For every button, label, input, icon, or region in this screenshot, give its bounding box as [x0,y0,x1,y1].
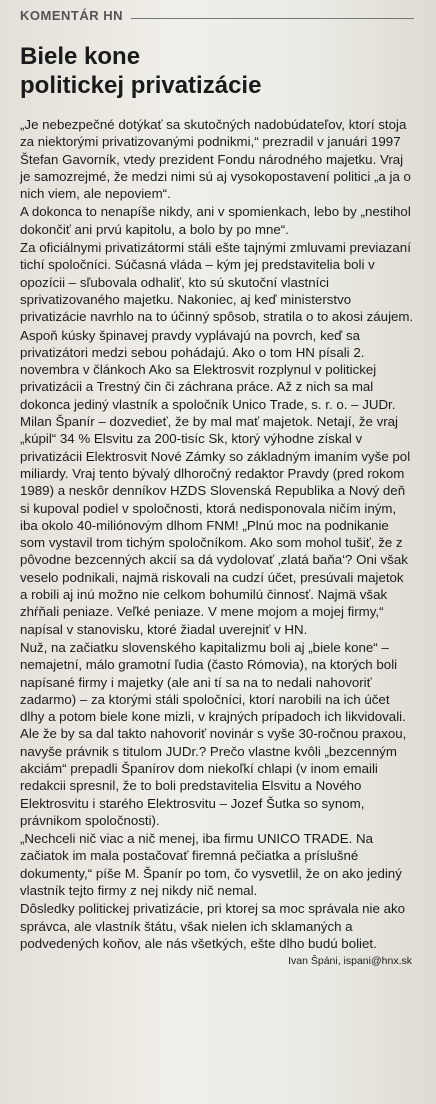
author-signature: Ivan Špáni, ispani@hnx.sk [288,955,412,968]
rubric-rule [131,18,414,19]
paragraph-1: „Je nebezpečné dotýkať sa skutočných nadobúdateľov, ktorí stoja za niektorými privatizovanými podnikmi,“ prezradil v januári 1997 Štefan Gavorník, vtedy prezident Fondu národného majetku. Vraj je samozrejmé, že medzi nimi sú aj vysokopostavení politici „a ja o nich viem, ale nepoviem“. [20,117,411,202]
headline-line-2: politickej privatizácie [20,72,262,99]
rubric-label: KOMENTÁR HN [20,7,123,23]
rubric-header [20,4,414,26]
article-body [20,116,414,952]
paragraph-5: Nuž, na začiatku slovenského kapitalizmu boli aj „biele kone“ – nemajetní, málo gramotní ľudia (často Rómovia), na ktorých boli napísané firmy i majetky (ale ani tí sa na to nedali nahovoriť zadarmo) – za ktorými stáli spoločníci, ktorí narobili na ich účet dlhy a potom biele kone mizli, v krajných prípadoch ich likvidovali. Ale že by sa dal takto nahovoriť novinár s vyše 30-ročnou praxou, navyše právnik s titulom JUDr.? Prečo vlastne kvôli „bezcenným akciám“ prepadli Španírov dom niekoľkí chlapi (v inom emaili redakcii spresnil, že to boli predstavitelia Elsvitu a Nového Elektrosvitu i starého Elektrosvitu – Jozef Šutka so synom, právnikom spoločnosti). [20,639,407,828]
paragraph-6: „Nechceli nič viac a nič menej, iba firmu UNICO TRADE. Na začiatok im mala postačovať firemná pečiatka a príslušné dokumenty,“ píše M. Španír po tom, čo vysvetlil, že on ako jediný vlastník tejto firmy z nej nikdy nič nemal. [20,831,402,899]
article-headline [20,42,414,100]
paragraph-4: Aspoň kúsky špinavej pravdy vyplávajú na povrch, keď sa privatizátori medzi sebou pohádajú. Ako o tom HN písali 2. novembra v článkoch Ako sa Elektrosvit rozplynul v politickej privatizácii a Trestný čin či záchrana práce. Až z nich sa mal dokonca jediný vlastník a spoločník Unico Trade, s. r. o. – JUDr. Milan Španír – dozvedieť, že by mal mať majetok. Netají, že vraj „kúpil“ 34 % Elsvitu za 200-tisíc Sk, ktorý výhodne získal v privatizácii Elektrosvit Nové Zámky so základným imaním vyše pol miliardy. Vraj tento bývalý dlhoročný redaktor Pravdy (pred rokom 1989) a neskôr denníkov HZDS Slovenská Republika a Nový deň si kupoval podiel v spoločnosti, ktorá nedisponovala ničím iným, iba okolo 40-miliónovým dlhom FNM! „Plnú moc na podnikanie som vystavil trom tichým spoločníkom. Ako som mohol tušiť, že z pôvodne bezcenných akcií sa dá vydolovať ‚zlatá baňa‘? Oni však veselo podnikali, najmä riskovali na cudzí účet, presúvali majetok a robili aj inú možno nie celkom bohumilú činnosť. Najmä však zhŕňali peniaze. Veľké peniaze. V mene mojom a mojej firmy,“ napísal v stanovisku, ktoré žiadal uverejniť v HN. [20,327,411,637]
paragraph-2: A dokonca to nenapíše nikdy, ani v spomienkach, lebo by „nestihol dokončiť ani prvú kapitolu, a bolo by po mne“. [20,204,411,237]
paragraph-7: Dôsledky politickej privatizácie, pri ktorej sa moc správala nie ako správca, ale vlastník štátu, však nielen ich sklamaných a podvedených koňov, ale nás všetkých, ešte dlho budú boliet. [20,901,406,951]
paragraph-3: Za oficiálnymi privatizátormi stáli ešte tajnými zmluvami previazaní tichí spoločníci. Súčasná vláda – kým jej predstavitelia boli v opozícii – sľubovala odhaliť, kto sú skutoční vlastníci sprivatizovaného majetku. Nakoniec, aj keď ministerstvo privatizácie navrhlo na to účinný spôsob, stratila o to akosi záujem. [20,240,414,325]
headline-line-1: Biele kone [20,43,141,70]
